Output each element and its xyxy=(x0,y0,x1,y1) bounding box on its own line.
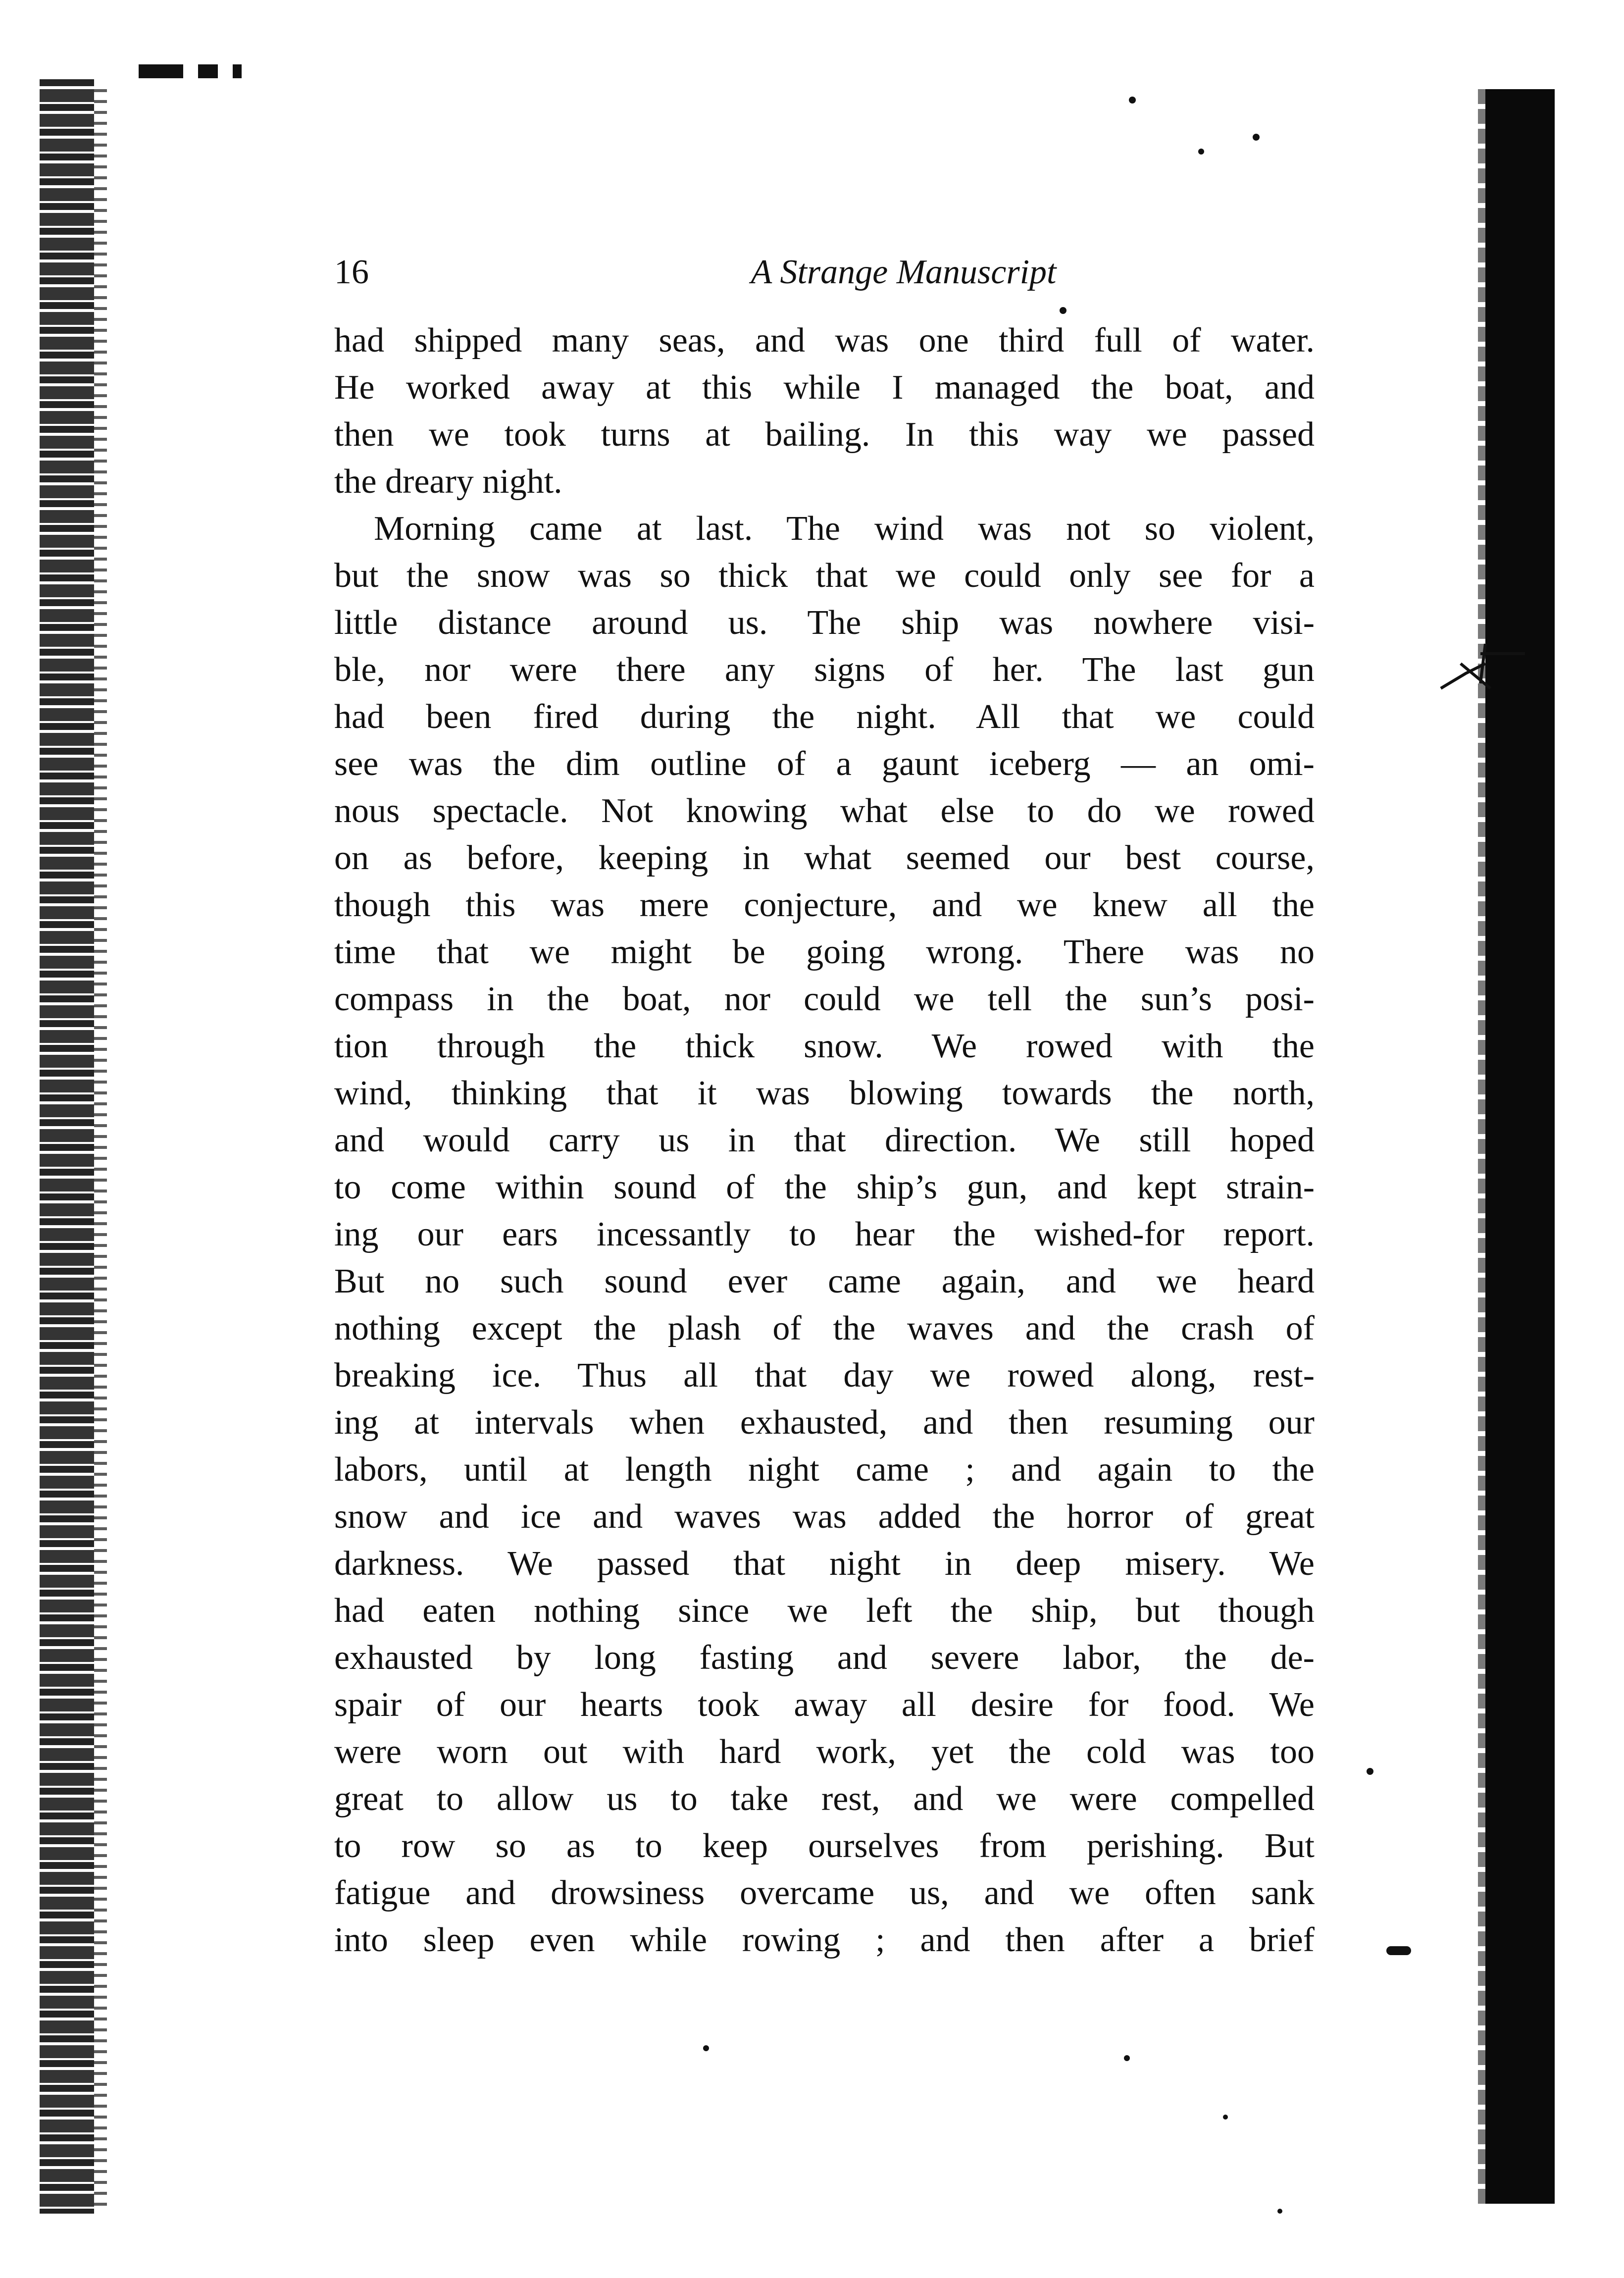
text-line: had been fired during the night. All that we could xyxy=(334,698,1315,736)
text-line: had shipped many seas, and was one third full of water. xyxy=(334,321,1315,360)
text-line: Morning came at last. The wind was not so violent, xyxy=(374,510,1315,548)
text-line: to row so as to keep ourselves from perishing. But xyxy=(334,1827,1315,1865)
text-line: and would carry us in that direction. We still hoped xyxy=(334,1121,1315,1159)
text-line: had eaten nothing since we left the ship, but though xyxy=(334,1592,1315,1630)
text-line: breaking ice. Thus all that day we rowed along, rest- xyxy=(334,1356,1315,1395)
text-line: time that we might be going wrong. There was no xyxy=(334,933,1315,971)
text-line: little distance around us. The ship was nowhere visi- xyxy=(334,604,1315,642)
text-line: wind, thinking that it was blowing towards the north, xyxy=(334,1074,1315,1112)
body-text xyxy=(334,317,1315,1964)
text-line: compass in the boat, nor could we tell the sun’s posi- xyxy=(334,980,1315,1018)
scan-artifact-scribble xyxy=(1431,634,1530,708)
text-line: were worn out with hard work, yet the cold was too xyxy=(334,1733,1315,1771)
text-line: exhausted by long fasting and severe labor, the de- xyxy=(334,1639,1315,1677)
page-header xyxy=(334,245,1315,300)
text-line: but the snow was so thick that we could only see for a xyxy=(334,557,1315,595)
binding-edge-dots xyxy=(94,89,107,2209)
text-line: tion through the thick snow. We rowed with the xyxy=(334,1027,1315,1065)
text-line: great to allow us to take rest, and we were compelled xyxy=(334,1780,1315,1818)
text-line: to come within sound of the ship’s gun, and kept strain- xyxy=(334,1168,1315,1206)
text-line: fatigue and drowsiness overcame us, and we often sank xyxy=(334,1874,1315,1912)
text-line: snow and ice and waves was added the horror of great xyxy=(334,1498,1315,1536)
text-line: though this was mere conjecture, and we knew all the xyxy=(334,886,1315,924)
text-line: ing at intervals when exhausted, and then resuming our xyxy=(334,1403,1315,1442)
text-line: the dreary night. xyxy=(334,463,562,501)
text-line: into sleep even while rowing ; and then after a brief xyxy=(334,1921,1315,1959)
text-line: nous spectacle. Not knowing what else to do we rowed xyxy=(334,792,1315,830)
page-number: 16 xyxy=(334,253,369,291)
text-line: He worked away at this while I managed the boat, and xyxy=(334,368,1315,407)
text-line: darkness. We passed that night in deep misery. We xyxy=(334,1545,1315,1583)
text-line: then we took turns at bailing. In this way we passed xyxy=(334,415,1315,454)
text-line: ing our ears incessantly to hear the wished-for report. xyxy=(334,1215,1315,1253)
right-edge-shadow xyxy=(1485,89,1555,2204)
text-line: see was the dim outline of a gaunt iceberg — an omi- xyxy=(334,745,1315,783)
text-line: But no such sound ever came again, and we heard xyxy=(334,1262,1315,1300)
running-title: A Strange Manuscript xyxy=(751,253,1057,291)
text-line: on as before, keeping in what seemed our best course, xyxy=(334,839,1315,877)
binding-edge-shadow xyxy=(40,79,94,2214)
text-line: spair of our hearts took away all desire for food. We xyxy=(334,1686,1315,1724)
scan-artifact-top xyxy=(139,64,253,78)
text-line: ble, nor were there any signs of her. The last gun xyxy=(334,651,1315,689)
text-line: labors, until at length night came ; and again to the xyxy=(334,1450,1315,1489)
text-line: nothing except the plash of the waves and the crash of xyxy=(334,1309,1315,1347)
